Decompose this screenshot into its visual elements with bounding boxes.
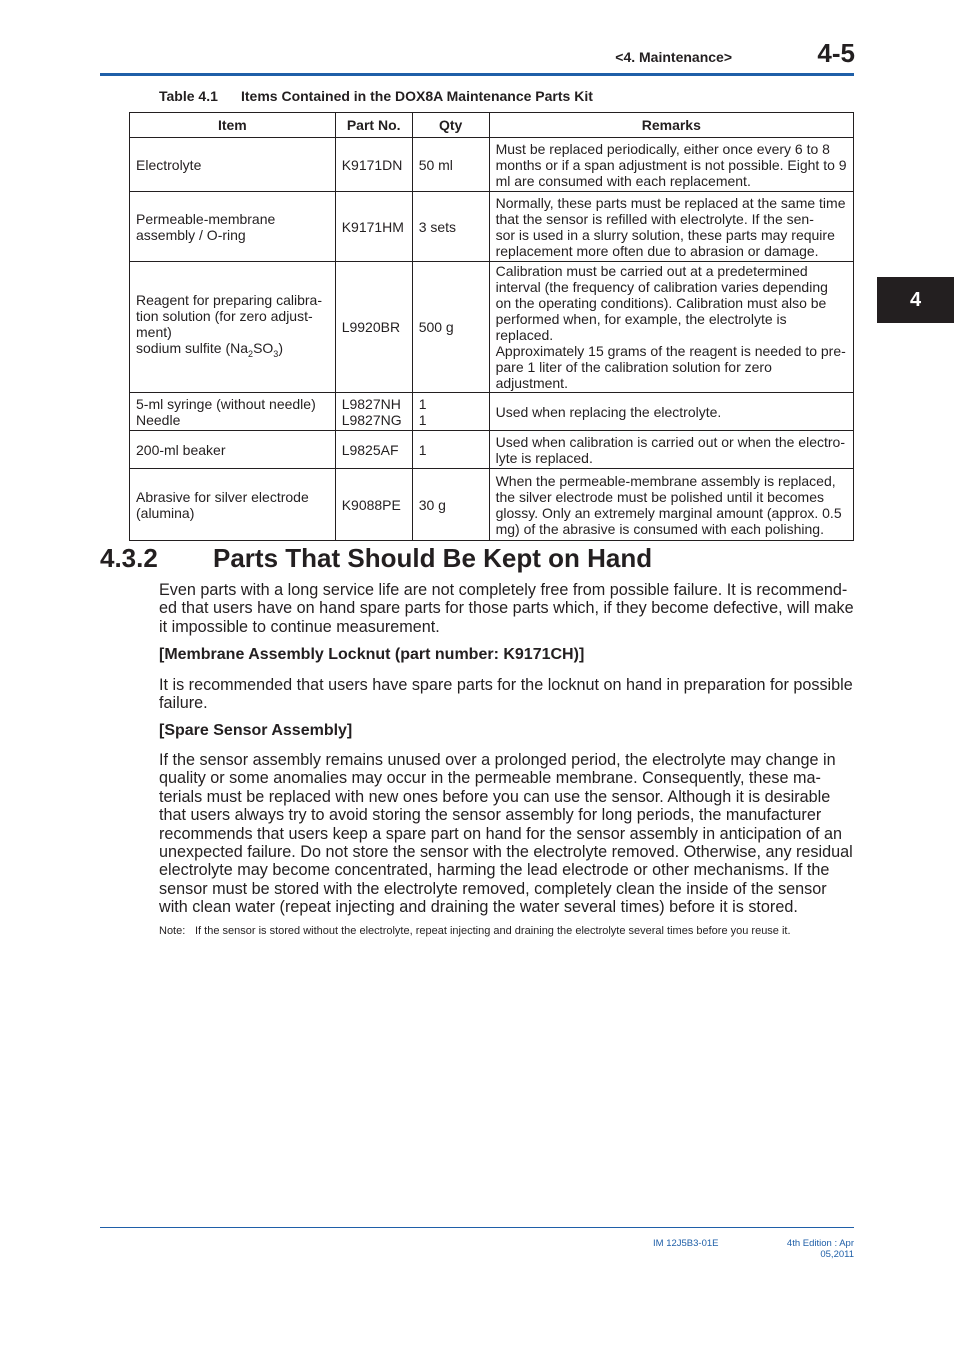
cell-line: sor is used in a slurry solution, these parts may require — [495, 226, 835, 243]
cell-line: performed when, for example, the electrolyte is replaced. — [495, 311, 787, 343]
text-line: sensor must be stored with the electrolyte removed, completely clean the inside of the sensor — [159, 879, 827, 898]
cell-remarks — [489, 192, 853, 262]
cell-line: interval (the frequency of calibration varies depending — [495, 279, 828, 295]
cell-qty — [412, 138, 489, 192]
table-row — [130, 262, 854, 393]
text-line: failure. — [159, 694, 208, 713]
text-line: It is recommended that users have spare parts for the locknut on hand in preparation for possible — [159, 676, 853, 694]
cell-line: 5-ml syringe (without needle) — [136, 395, 316, 412]
table-row — [130, 138, 854, 192]
cell-line: months or if a span adjustment is not possible. Eight to 9 — [495, 156, 847, 173]
formula-subscript: 3 — [273, 348, 279, 359]
table-caption — [159, 88, 593, 104]
cell-line: Electrolyte — [136, 156, 202, 173]
cell-line: that the sensor is refilled with electrolyte. If the sen- — [495, 210, 814, 227]
column-header-remarks: Remarks — [489, 113, 853, 138]
table-row — [130, 393, 854, 431]
cell-qty — [412, 431, 489, 469]
cell-line: Approximately 15 grams of the reagent is needed to pre- — [495, 343, 846, 359]
cell-line: assembly / O-ring — [136, 226, 246, 243]
column-header-part-no: Part No. — [335, 113, 412, 138]
cell-line: Must be replaced periodically, either once every 6 to 8 — [495, 140, 830, 157]
cell-line: Used when replacing the electrolyte. — [495, 403, 722, 420]
cell-line: L9827NG — [341, 411, 402, 428]
cell-line: Reagent for preparing calibra- — [136, 292, 322, 309]
text-line: with clean water (repeat injecting and draining the water several times) before it is stored. — [159, 898, 798, 917]
cell-part-no — [335, 469, 412, 541]
cell-remarks — [489, 262, 853, 393]
footer-rule — [100, 1227, 854, 1228]
text-line: electrolyte may become concentrated, harming the lead electrode or other mechanisms. If the — [159, 861, 830, 880]
table-row — [130, 469, 854, 541]
cell-qty — [412, 393, 489, 431]
header-rule — [100, 73, 854, 76]
text-line: If the sensor assembly remains unused over a prolonged period, the electrolyte may change in — [159, 751, 836, 769]
running-header-chapter: <4. Maintenance> — [615, 49, 732, 65]
column-header-qty: Qty — [412, 113, 489, 138]
cell-qty — [412, 262, 489, 393]
cell-line: tion solution (for zero adjust- — [136, 308, 313, 325]
cell-line: K9171HM — [341, 218, 404, 235]
formula-suffix: ) — [278, 340, 283, 357]
cell-line: 1 — [418, 411, 427, 428]
section-title: Parts That Should Be Kept on Hand — [213, 543, 653, 573]
cell-item — [130, 192, 336, 262]
cell-line: (alumina) — [136, 504, 195, 521]
section-heading — [100, 543, 652, 574]
cell-item — [130, 262, 336, 393]
cell-item — [130, 431, 336, 469]
table-caption-number: Table 4.1 — [159, 88, 218, 104]
cell-line: When the permeable-membrane assembly is replaced, — [495, 472, 836, 489]
cell-line: 200-ml beaker — [136, 441, 226, 458]
cell-line: Normally, these parts must be replaced at the same time — [495, 194, 846, 211]
cell-line: L9825AF — [341, 441, 399, 458]
cell-line: 1 — [418, 441, 427, 458]
formula-prefix: sodium sulfite (Na — [136, 340, 249, 357]
note-label: Note: — [159, 925, 186, 937]
cell-line: L9920BR — [341, 319, 401, 335]
table-row — [130, 431, 854, 469]
formula-mid: SO — [253, 340, 274, 357]
cell-part-no — [335, 138, 412, 192]
cell-line: 30 g — [418, 496, 446, 513]
cell-line: glossy. Only an extremely marginal amount (approx. 0.5 — [495, 504, 842, 521]
cell-qty — [412, 469, 489, 541]
text-line: ed that users have on hand spare parts for those parts which, if they become defective, will make — [159, 599, 854, 618]
cell-line: K9171DN — [341, 156, 403, 173]
cell-line: ml are consumed with each replacement. — [495, 172, 751, 189]
spare-sensor-subheading: [Spare Sensor Assembly] — [159, 722, 353, 739]
cell-line: pare 1 liter of the calibration solution for zero adjustment. — [495, 359, 772, 391]
table-caption-title: Items Contained in the DOX8A Maintenance Parts Kit — [241, 88, 593, 104]
column-header-item: Item — [130, 113, 336, 138]
cell-remarks — [489, 138, 853, 192]
cell-line: ment) — [136, 324, 172, 341]
cell-item — [130, 138, 336, 192]
text-line: unexpected failure. Do not store the sensor with the electrolyte removed. Otherwise, any residual — [159, 843, 853, 862]
cell-line: Calibration must be carried out at a predetermined — [495, 263, 808, 279]
footer-edition: 4th Edition : Apr 05,2011 — [786, 1238, 854, 1260]
cell-line: lyte is replaced. — [495, 449, 593, 466]
locknut-subheading: [Membrane Assembly Locknut (part number: K9171CH)] — [159, 646, 585, 663]
cell-remarks — [489, 393, 853, 431]
table-header-row — [130, 113, 854, 138]
locknut-paragraph — [159, 676, 855, 713]
intro-paragraph — [159, 581, 855, 636]
formula-subscript: 2 — [248, 348, 254, 359]
page-number: 4-5 — [817, 38, 855, 68]
spare-sensor-paragraph — [159, 751, 855, 917]
footer-document-id: IM 12J5B3-01E — [653, 1238, 719, 1249]
parts-kit-table — [129, 112, 854, 541]
text-line: Even parts with a long service life are not completely free from possible failure. It is recommend- — [159, 581, 848, 599]
text-line: recommends that users keep a spare part on hand for the sensor assembly in anticipation of an — [159, 824, 842, 843]
cell-item — [130, 469, 336, 541]
note-text: If the sensor is stored without the electrolyte, repeat injecting and draining the electrolyte several times before you reuse it. — [195, 925, 791, 937]
cell-qty — [412, 192, 489, 262]
cell-line: the silver electrode must be polished until it becomes — [495, 488, 824, 505]
cell-line: Used when calibration is carried out or when the electro- — [495, 433, 845, 450]
cell-part-no — [335, 393, 412, 431]
cell-line: Permeable-membrane — [136, 210, 276, 227]
text-line: terials must be replaced with new ones before you can use the sensor. Although it is desirable — [159, 787, 831, 806]
cell-line: on the operating conditions). Calibration must also be — [495, 295, 827, 311]
cell-part-no — [335, 262, 412, 393]
cell-line: 3 sets — [418, 218, 457, 235]
cell-remarks — [489, 469, 853, 541]
cell-part-no — [335, 431, 412, 469]
cell-line: 500 g — [418, 319, 454, 335]
cell-line: 50 ml — [418, 156, 453, 173]
text-line: that users always try to avoid storing the sensor assembly for long periods, the manufacturer — [159, 806, 822, 825]
cell-line: K9088PE — [341, 496, 401, 513]
cell-line: mg) of the abrasive is consumed with each polishing. — [495, 520, 824, 537]
text-line: it impossible to continue measurement. — [159, 617, 440, 636]
cell-line: Needle — [136, 411, 181, 428]
table-row — [130, 192, 854, 262]
chemical-formula-line — [136, 340, 329, 362]
cell-item — [130, 393, 336, 431]
note — [159, 925, 791, 937]
cell-remarks — [489, 431, 853, 469]
text-line: quality or some anomalies may occur in the permeable membrane. Consequently, these ma- — [159, 769, 821, 788]
cell-line: replacement more often due to abrasion or damage. — [495, 242, 819, 259]
cell-line: L9827NH — [341, 395, 401, 412]
cell-part-no — [335, 192, 412, 262]
cell-line: Abrasive for silver electrode — [136, 488, 309, 505]
chapter-side-tab: 4 — [877, 277, 954, 323]
section-number: 4.3.2 — [100, 543, 158, 573]
cell-line: 1 — [418, 395, 427, 412]
